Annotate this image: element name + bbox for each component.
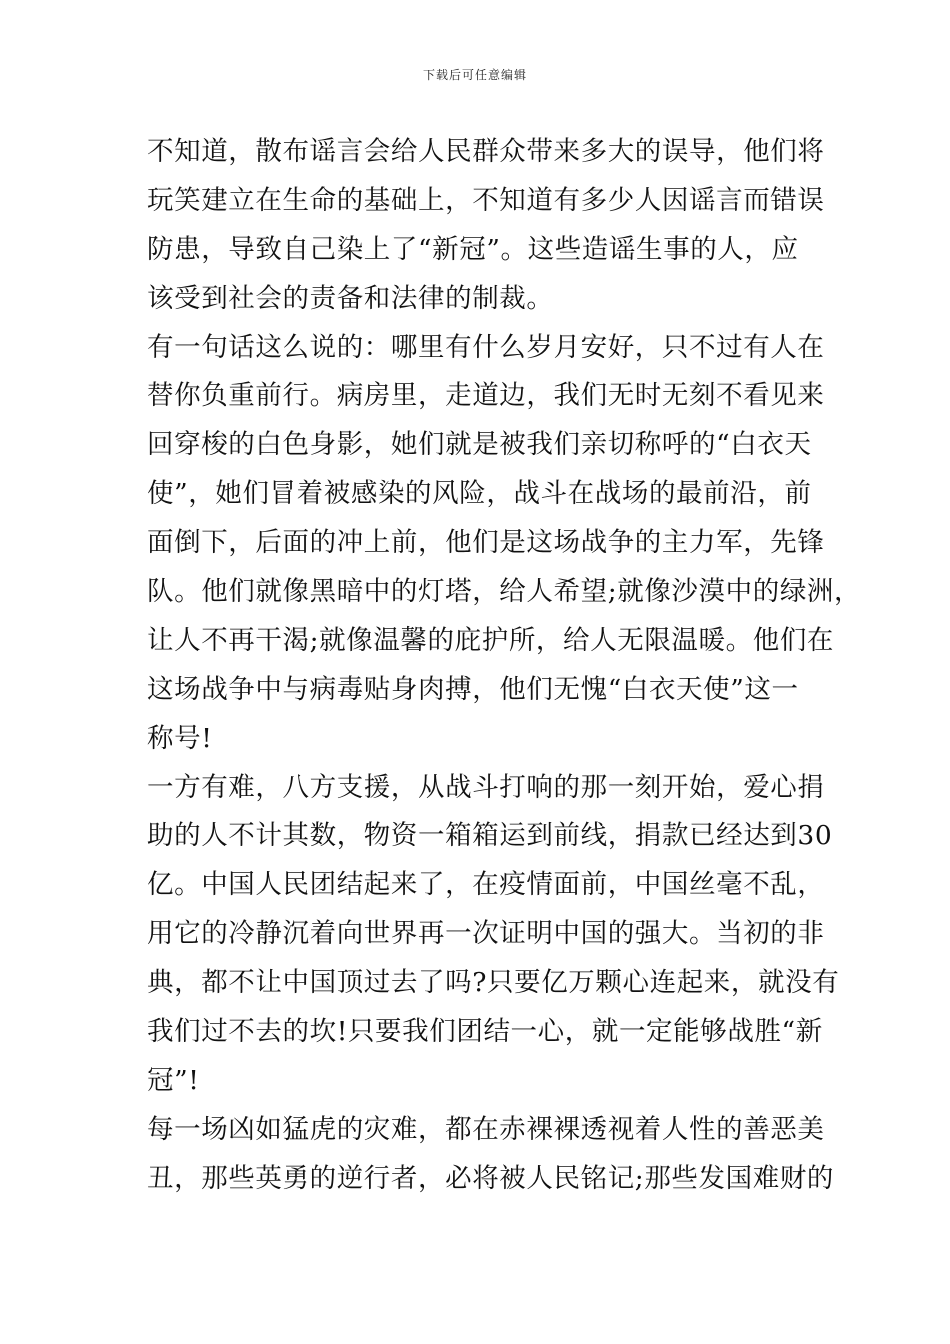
text-line: 让人不再干渴;就像温馨的庇护所，给人无限温暖。他们在: [147, 624, 835, 656]
text-line: 典，都不让中国顶过去了吗?只要亿万颗心连起来，就没有: [147, 967, 840, 999]
text-line: 冠”!: [147, 1064, 200, 1096]
text-line: 我们过不去的坎!只要我们团结一心，就一定能够战胜“新: [147, 1016, 823, 1048]
text-line: 每一场凶如猛虎的灾难，都在赤裸裸透视着人性的善恶美: [147, 1113, 825, 1145]
text-line: 使”，她们冒着被感染的风险，战斗在战场的最前沿，前: [147, 478, 812, 510]
text-line: 面倒下，后面的冲上前，他们是这场战争的主力军，先锋: [147, 527, 825, 559]
page-header: 下载后可任意编辑: [422, 68, 527, 82]
text-line: 一方有难，八方支援，从战斗打响的那一刻开始，爱心捐: [147, 771, 825, 803]
text-line: 防患，导致自己染上了“新冠”。这些造谣生事的人，应: [147, 233, 799, 265]
text-line: 有一句话这么说的：哪里有什么岁月安好，只不过有人在: [147, 331, 825, 363]
text-line: 不知道，散布谣言会给人民群众带来多大的误导，他们将: [147, 136, 825, 167]
text-line: 这场战争中与病毒贴身肉搏，他们无愧“白衣天使”这一: [147, 673, 799, 705]
document-body: [147, 128, 862, 1204]
text-line: 回穿梭的白色身影，她们就是被我们亲切称呼的“白衣天: [147, 429, 812, 461]
text-line: 助的人不计其数，物资一箱箱运到前线，捐款已经达到30: [147, 820, 833, 852]
text-line: 该受到社会的责备和法律的制裁。: [147, 282, 554, 314]
text-line: 用它的冷静沉着向世界再一次证明中国的强大。当初的非: [147, 918, 825, 950]
text-line: 队。他们就像黑暗中的灯塔，给人希望;就像沙漠中的绿洲，: [147, 576, 862, 608]
text-line: 丑，那些英勇的逆行者，必将被人民铭记;那些发国难财的: [147, 1162, 835, 1194]
text-line: 玩笑建立在生命的基础上，不知道有多少人因谣言而错误: [147, 184, 825, 216]
text-line: 替你负重前行。病房里，走道边，我们无时无刻不看见来: [147, 380, 825, 412]
text-line: 亿。中国人民团结起来了，在疫情面前，中国丝毫不乱，: [147, 869, 825, 901]
text-line: 称号!: [147, 722, 213, 754]
